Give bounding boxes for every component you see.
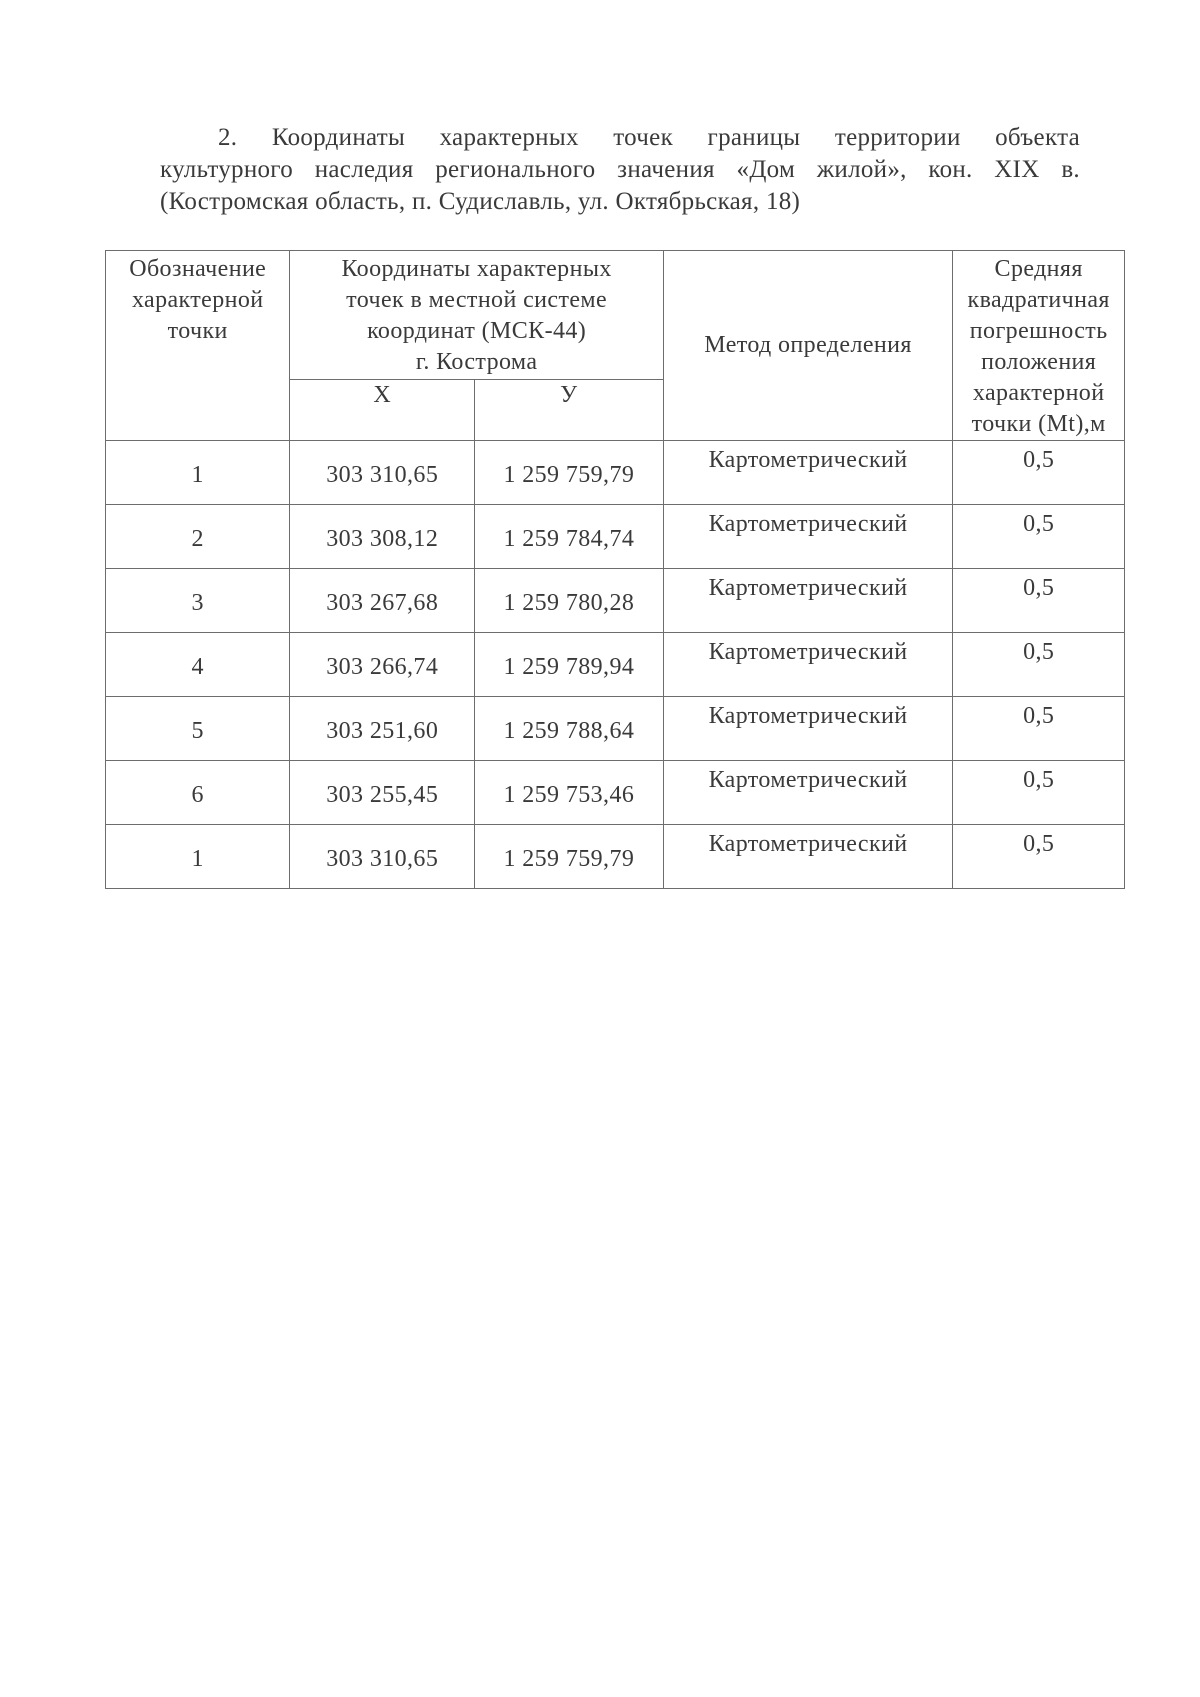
header-error-line: погрешность: [969, 318, 1108, 344]
cell-y: 1 259 784,74: [474, 505, 663, 569]
header-coords-line: г. Кострома: [415, 349, 538, 375]
cell-method: Картометрический: [663, 505, 953, 569]
header-coords-line: координат (МСК-44): [367, 318, 587, 344]
heading-line-1: 2. Координаты характерных точек границы территории объекта: [218, 124, 1080, 151]
cell-x: 303 308,12: [290, 505, 474, 569]
header-point-designation: [106, 251, 290, 441]
header-point-line: Обозначение: [129, 256, 267, 282]
heading-line-3: (Костромская область, п. Судиславль, ул. Октябрьская, 18): [160, 188, 801, 215]
cell-x: 303 310,65: [290, 441, 474, 505]
section-heading: [160, 122, 1080, 218]
table-row: [106, 505, 1125, 569]
cell-error: 0,5: [953, 441, 1125, 505]
cell-x: 303 266,74: [290, 633, 474, 697]
table-row: [106, 761, 1125, 825]
table-row: [106, 697, 1125, 761]
cell-point: 6: [106, 761, 290, 825]
header-x: X: [290, 379, 474, 440]
header-method: Метод определения: [663, 251, 953, 441]
cell-point: 4: [106, 633, 290, 697]
heading-line-2: культурного наследия регионального значения «Дом жилой», кон. XIX в.: [160, 156, 1080, 183]
header-point-line: точки: [167, 318, 228, 344]
cell-y: 1 259 788,64: [474, 697, 663, 761]
cell-y: 1 259 780,28: [474, 569, 663, 633]
header-coordinates: [290, 251, 663, 380]
cell-x: 303 310,65: [290, 825, 474, 889]
cell-error: 0,5: [953, 505, 1125, 569]
cell-method: Картометрический: [663, 761, 953, 825]
table-row: [106, 633, 1125, 697]
header-mean-error: [953, 251, 1125, 441]
table-header-row: [106, 251, 1125, 380]
cell-method: Картометрический: [663, 569, 953, 633]
cell-method: Картометрический: [663, 825, 953, 889]
table-row: [106, 825, 1125, 889]
cell-y: 1 259 759,79: [474, 825, 663, 889]
cell-error: 0,5: [953, 825, 1125, 889]
header-error-line: точки (Mt),м: [971, 411, 1106, 437]
cell-error: 0,5: [953, 697, 1125, 761]
cell-point: 3: [106, 569, 290, 633]
cell-point: 2: [106, 505, 290, 569]
cell-point: 1: [106, 441, 290, 505]
cell-method: Картометрический: [663, 441, 953, 505]
cell-y: 1 259 789,94: [474, 633, 663, 697]
cell-x: 303 255,45: [290, 761, 474, 825]
header-y: У: [474, 379, 663, 440]
header-coords-line: Координаты характерных: [341, 256, 612, 282]
cell-error: 0,5: [953, 633, 1125, 697]
header-error-line: характерной: [972, 380, 1105, 406]
header-coords-line: точек в местной системе: [346, 287, 608, 313]
cell-method: Картометрический: [663, 697, 953, 761]
cell-point: 5: [106, 697, 290, 761]
cell-method: Картометрический: [663, 633, 953, 697]
cell-point: 1: [106, 825, 290, 889]
cell-x: 303 267,68: [290, 569, 474, 633]
table-row: [106, 441, 1125, 505]
header-error-line: положения: [981, 349, 1097, 375]
table-row: [106, 569, 1125, 633]
coordinates-table: [105, 250, 1125, 889]
cell-y: 1 259 753,46: [474, 761, 663, 825]
header-error-line: Средняя: [994, 256, 1083, 282]
cell-x: 303 251,60: [290, 697, 474, 761]
cell-error: 0,5: [953, 761, 1125, 825]
header-error-line: квадратичная: [967, 287, 1110, 313]
cell-y: 1 259 759,79: [474, 441, 663, 505]
header-point-line: характерной: [131, 287, 264, 313]
cell-error: 0,5: [953, 569, 1125, 633]
